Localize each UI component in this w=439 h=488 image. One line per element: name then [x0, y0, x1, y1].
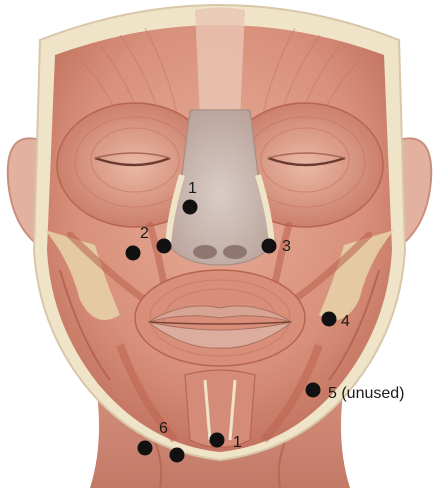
- right-nostril: [223, 245, 247, 259]
- marker-dot-3: [262, 239, 277, 254]
- marker-label-4: 4: [341, 313, 350, 330]
- marker-label-3: 3: [282, 238, 291, 255]
- marker-dot-6: [138, 441, 153, 456]
- marker-dot-1-nose: [183, 200, 198, 215]
- marker-dot-5: [306, 383, 321, 398]
- marker-dot-2: [126, 246, 141, 261]
- marker-label-1-chin: 1: [233, 434, 242, 451]
- marker-label-1-nose: 1: [188, 180, 197, 197]
- marker-dot-2-inner: [157, 239, 172, 254]
- marker-label-6: 6: [159, 420, 168, 437]
- left-nostril: [193, 245, 217, 259]
- marker-dot-1-chin: [210, 433, 225, 448]
- marker-dot-6-lower: [170, 448, 185, 463]
- marker-dot-4: [322, 312, 337, 327]
- marker-label-2: 2: [140, 225, 149, 242]
- marker-label-5: 5 (unused): [328, 385, 405, 402]
